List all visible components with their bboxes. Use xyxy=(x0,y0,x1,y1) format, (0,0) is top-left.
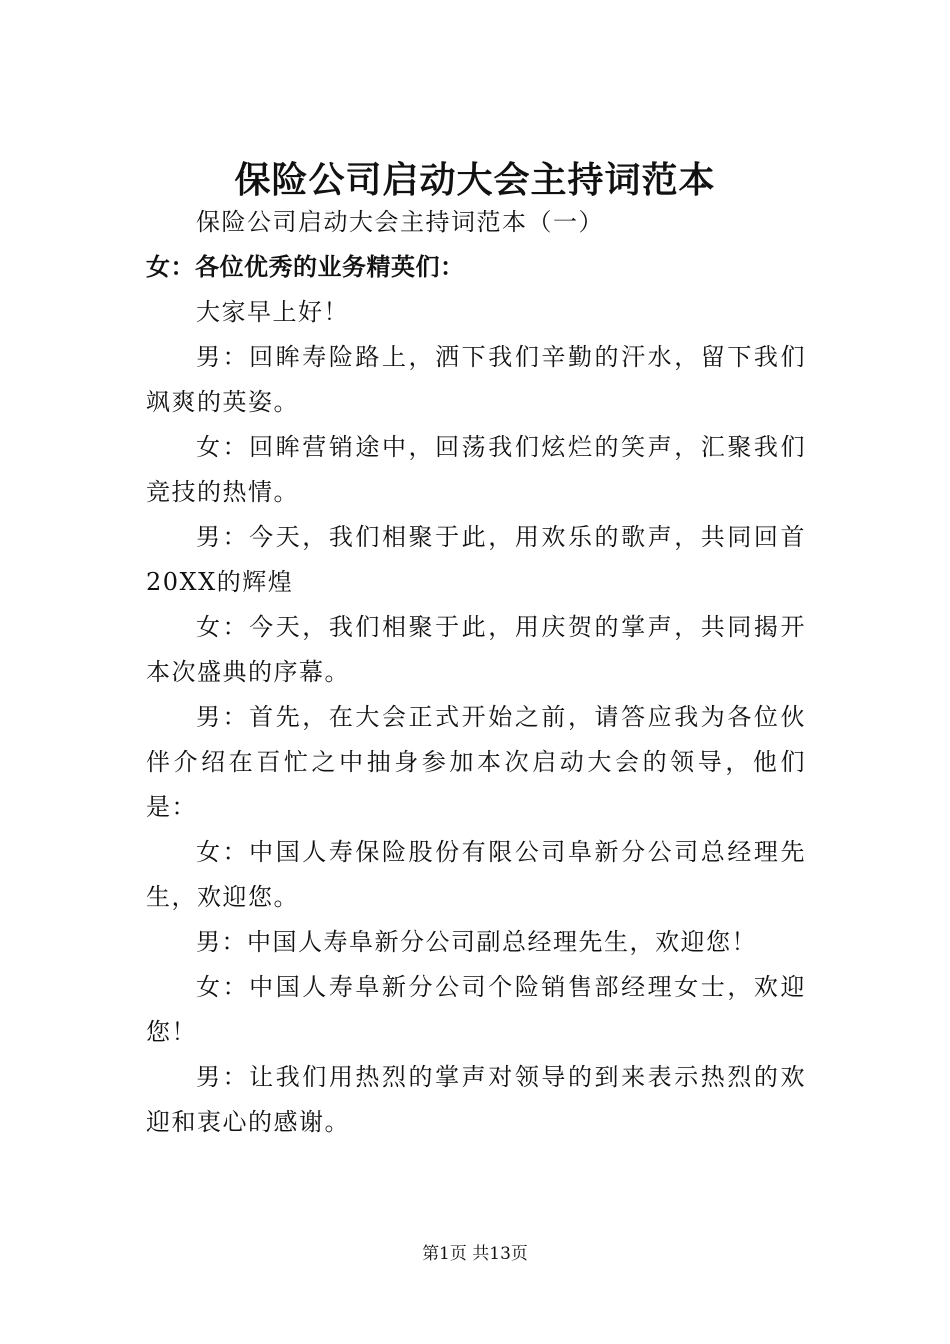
paragraph: 大家早上好！ xyxy=(196,298,349,326)
paragraph: 男：让我们用热烈的掌声对领导的到来表示热烈的欢迎和衷心的感谢。 xyxy=(146,1063,806,1136)
document-body xyxy=(146,200,806,1145)
paragraph: 女：今天，我们相聚于此，用庆贺的掌声，共同揭开本次盛典的序幕。 xyxy=(146,613,806,686)
paragraph: 男：首先，在大会正式开始之前，请答应我为各位伙伴介绍在百忙之中抽身参加本次启动大会的领导，他们是： xyxy=(146,703,806,821)
paragraph: 女：回眸营销途中，回荡我们炫烂的笑声，汇聚我们竞技的热情。 xyxy=(146,433,806,506)
paragraph: 女：中国人寿阜新分公司个险销售部经理女士，欢迎您！ xyxy=(146,973,806,1046)
paragraph: 保险公司启动大会主持词范本（一） xyxy=(196,208,604,236)
paragraph-bold: 女：各位优秀的业务精英们： xyxy=(146,253,465,281)
paragraph: 男：回眸寿险路上，洒下我们辛勤的汗水，留下我们飒爽的英姿。 xyxy=(146,343,806,416)
paragraph: 女：中国人寿保险股份有限公司阜新分公司总经理先生，欢迎您。 xyxy=(146,838,806,911)
paragraph: 男：中国人寿阜新分公司副总经理先生，欢迎您！ xyxy=(196,928,757,956)
page-number-footer: 第1页 共13页 xyxy=(422,1244,528,1264)
paragraph: 男：今天，我们相聚于此，用欢乐的歌声，共同回首20XX的辉煌 xyxy=(146,523,806,596)
document-title: 保险公司启动大会主持词范本 xyxy=(234,160,716,202)
